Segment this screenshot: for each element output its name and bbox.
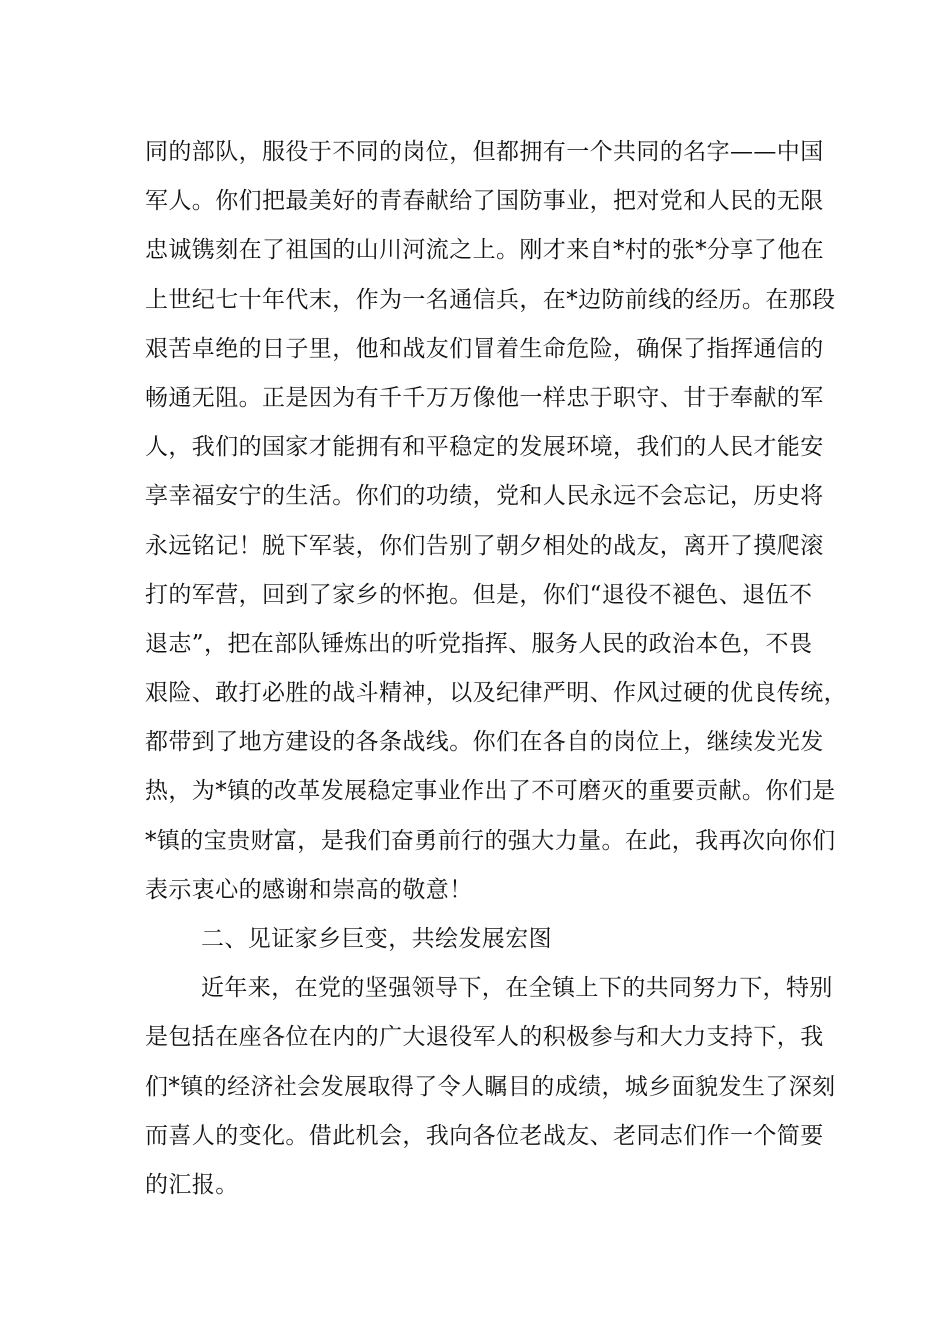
paragraph-development xyxy=(145,964,835,1210)
text-line: 永远铭记！脱下军装，你们告别了朝夕相处的战友，离开了摸爬滚 xyxy=(145,532,824,559)
text-line: 上世纪七十年代末，作为一名通信兵，在*边防前线的经历。在那段 xyxy=(145,286,836,313)
text-line: 艰苦卓绝的日子里，他和战友们冒着生命危险，确保了指挥通信的 xyxy=(145,335,824,362)
text-line: 是包括在座各位在内的广大退役军人的积极参与和大力支持下，我 xyxy=(145,1024,824,1051)
text-line: 同的部队，服役于不同的岗位，但都拥有一个共同的名字——中国 xyxy=(145,139,824,165)
text-line: 近年来，在党的坚强领导下，在全镇上下的共同努力下，特别 xyxy=(201,975,833,1002)
text-line: 艰险、敢打必胜的战斗精神，以及纪律严明、作风过硬的优良传统， xyxy=(145,680,847,707)
text-line: 们*镇的经济社会发展取得了令人瞩目的成绩，城乡面貌发生了深刻 xyxy=(145,1073,836,1100)
paragraph-tribute xyxy=(145,128,847,915)
text-line: 军人。你们把最美好的青春献给了国防事业，把对党和人民的无限 xyxy=(145,188,824,215)
text-line: 的汇报。 xyxy=(145,1171,239,1198)
document-body xyxy=(145,128,847,1210)
text-line: 都带到了地方建设的各条战线。你们在各自的岗位上，继续发光发 xyxy=(145,729,824,756)
text-line: 表示衷心的感谢和崇高的敬意！ xyxy=(145,876,473,903)
text-line: 热，为*镇的改革发展稳定事业作出了不可磨灭的重要贡献。你们是 xyxy=(145,778,836,805)
text-line: *镇的宝贵财富，是我们奋勇前行的强大力量。在此，我再次向你们 xyxy=(145,827,836,854)
text-line: 忠诚镌刻在了祖国的山川河流之上。刚才来自*村的张*分享了他在 xyxy=(145,237,824,264)
text-line: 而喜人的变化。借此机会，我向各位老战友、老同志们作一个简要 xyxy=(145,1122,824,1149)
text-line: 享幸福安宁的生活。你们的功绩，党和人民永远不会忘记，历史将 xyxy=(145,483,824,510)
text-line: 打的军营，回到了家乡的怀抱。但是，你们“退役不褪色、退伍不 xyxy=(145,581,813,608)
section-heading: 二、见证家乡巨变，共绘发展宏图 xyxy=(201,926,552,952)
text-line: 退志”，把在部队锤炼出的听党指挥、服务人民的政治本色，不畏 xyxy=(145,630,813,657)
text-line: 畅通无阻。正是因为有千千万万像他一样忠于职守、甘于奉献的军 xyxy=(145,384,824,411)
text-line: 人，我们的国家才能拥有和平稳定的发展环境，我们的人民才能安 xyxy=(145,434,824,461)
